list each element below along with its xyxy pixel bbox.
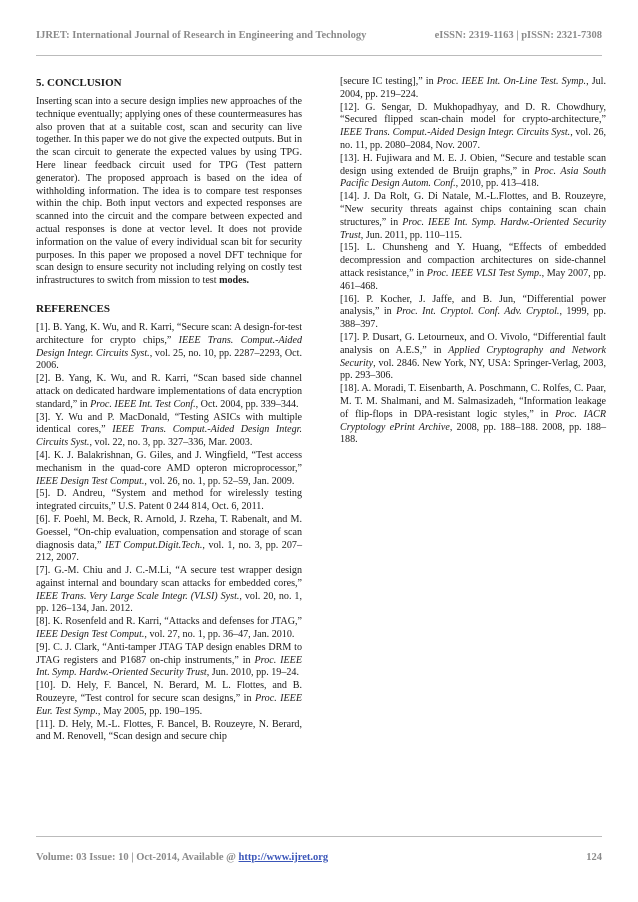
reference-list-continued xyxy=(340,76,606,447)
conclusion-heading: 5. CONCLUSION xyxy=(36,77,122,89)
reference-details: , vol. 1, no. 3, pp. 207–212, 2007. xyxy=(36,539,302,564)
reference-item xyxy=(36,719,302,745)
reference-item xyxy=(340,76,606,102)
reference-text: [12]. G. Sengar, D. Mukhopadhyay, and D. R. Chowdhury, “Secured flipped scan-chain model for crypto-architecture,” xyxy=(340,101,606,126)
reference-details: , Oct. 2004, pp. 339–344. xyxy=(195,398,299,410)
reference-venue: IEEE Trans. Comput.-Aided Design Integr. Circuits Syst. xyxy=(36,334,302,359)
reference-item xyxy=(36,322,302,373)
reference-text: [15]. L. Chunsheng and Y. Huang, “Effects of embedded decompression and compaction architectures on side-channel attack resistance,” in xyxy=(340,242,606,279)
reference-details: , 1999, pp. 388–397. xyxy=(340,306,607,331)
header-rule xyxy=(36,55,602,56)
reference-details: , May 2007, pp. 461–468. xyxy=(340,267,606,292)
issue-info xyxy=(36,852,328,863)
reference-text: [2]. B. Yang, K. Wu, and R. Karri, “Scan based side channel attack on dedicated hardware implementations of data encryption standard,” in xyxy=(36,373,302,410)
left-column xyxy=(36,76,302,744)
reference-text: [18]. A. Moradi, T. Eisenbarth, A. Poschmann, C. Rolfes, C. Paar, M. T. M. Shalmani, and M. Salmasizadeh, “Information leakage of flip-flops in DPA-resistant logic styles,” in xyxy=(340,383,606,420)
reference-text: [secure IC testing],” in xyxy=(340,76,437,87)
reference-details: , 2008, pp. 188–188. 2008, pp. 188–188. xyxy=(340,421,607,446)
reference-item xyxy=(36,514,302,565)
reference-text: [13]. H. Fujiwara and M. E. J. Obien, “Secure and testable scan design using extended de Bruijn graphs,” in xyxy=(340,152,606,177)
journal-link[interactable]: http://www.ijret.org xyxy=(238,852,329,863)
reference-item xyxy=(340,102,606,153)
reference-item xyxy=(340,332,606,383)
reference-text: [4]. K. J. Balakrishnan, G. Giles, and J. Wingfield, “Test access mechanism in the quad-core AMD opteron microprocessor,” xyxy=(36,449,302,474)
reference-details: , vol. 22, no. 3, pp. 327–336, Mar. 2003. xyxy=(89,437,253,449)
reference-text: [8]. K. Rosenfeld and R. Karri, “Attacks and defenses for JTAG,” xyxy=(36,616,302,628)
reference-text: [7]. G.-M. Chiu and J. C.-M.Li, “A secure test wrapper design against internal and boundary scan attacks for embedded cores,” xyxy=(36,565,302,589)
conclusion-text: Inserting scan into a secure design implies new approaches of the technique eventually; applying ones of these countermeasures has also proven that at a suitable cost, scan and security can live together. In this paper we do not give the expected outputs. But in the scan circuit to generate the expected values by using TPG. Here linear feedback circuit used for TPG (Test pattern generator). The proposed approach is based on the idea of withholding information. The idea is to compare test responses within the chip. Both input vectors and expected responses are scanned into the circuit and the compare between expected and actual responses is done at vector level. It does not provide information on the value of every individual scan bit for security purposes. In this paper we proposed a novel DFT technique for scan design to ensure security not including relying on costly test infrastructures to switch from mission to test xyxy=(36,96,302,287)
conclusion-text-bold: modes. xyxy=(219,275,250,287)
right-column xyxy=(340,76,606,447)
reference-venue: IEEE Trans. Comput.-Aided Design Integr. Circuits Syst. xyxy=(340,127,571,139)
reference-venue: Proc. IEEE Int. On-Line Test. Symp. xyxy=(436,76,587,87)
reference-details: , vol. 2846. New York, NY, USA: Springer-Verlag, 2003, pp. 293–306. xyxy=(340,357,606,382)
reference-text: [5]. D. Andreu, “System and method for wirelessly testing integrated circuits,” U.S. Patent 0 244 814, Oct. 6, 2011. xyxy=(36,488,302,513)
reference-venue: IEEE Design Test Comput. xyxy=(36,475,145,487)
reference-text: [16]. P. Kocher, J. Jaffe, and B. Jun, “Differential power analysis,” in xyxy=(340,293,606,318)
reference-venue: IEEE Trans. Comput.-Aided Design Integr. Circuits Syst. xyxy=(36,424,302,449)
issn-info: eISSN: 2319-1163 | pISSN: 2321-7308 xyxy=(434,30,602,41)
page-number: 124 xyxy=(586,852,602,863)
reference-item xyxy=(36,565,302,616)
reference-item xyxy=(340,153,606,191)
reference-item xyxy=(340,294,606,332)
reference-details: , vol. 27, no. 1, pp. 36–47, Jan. 2010. xyxy=(144,629,295,641)
reference-details: , 2010, pp. 413–418. xyxy=(455,178,539,190)
reference-details: , Jun. 2011, pp. 110–115. xyxy=(360,229,462,241)
reference-item xyxy=(36,450,302,488)
reference-venue: Proc. IACR Cryptology ePrint Archive xyxy=(340,408,606,433)
reference-item xyxy=(36,680,302,718)
reference-list xyxy=(36,322,302,744)
reference-text: [3]. Y. Wu and P. MacDonald, “Testing ASICs with multiple identical cores,” xyxy=(36,411,302,436)
reference-item xyxy=(36,488,302,514)
reference-item xyxy=(36,373,302,411)
reference-venue: Proc. IEEE Int. Symp. Hardw.-Oriented Security Trust xyxy=(340,216,606,241)
reference-text: [1]. B. Yang, K. Wu, and R. Karri, “Secure scan: A design-for-test architecture for crypto chips,” xyxy=(36,321,302,346)
journal-name: IJRET: International Journal of Research in Engineering and Technology xyxy=(36,30,367,41)
reference-venue: Proc. Int. Cryptol. Conf. Adv. Cryptol. xyxy=(396,306,560,318)
reference-item xyxy=(36,616,302,642)
reference-item xyxy=(340,383,606,447)
reference-item xyxy=(36,412,302,450)
reference-item xyxy=(340,191,606,242)
reference-venue: IEEE Trans. Very Large Scale Integr. (VLSI) Syst. xyxy=(36,590,240,602)
reference-text: [6]. F. Poehl, M. Beck, R. Arnold, J. Rzeha, T. Rabenalt, and M. Goessel, “On-chip evaluation, compensation and storage of scan diagnosis data,” xyxy=(36,513,302,551)
reference-item xyxy=(340,242,606,293)
reference-text: [14]. J. Da Rolt, G. Di Natale, M.-L.Flottes, and B. Rouzeyre, “New security threats against chips containing scan chain structures,” in xyxy=(340,191,606,228)
references-heading: REFERENCES xyxy=(36,302,110,315)
reference-details: , vol. 26, no. 11, pp. 2080–2084, Nov. 2007. xyxy=(340,127,607,151)
reference-item xyxy=(36,642,302,680)
footer-rule xyxy=(36,836,602,837)
reference-venue: Proc. IEEE Int. Test Conf. xyxy=(90,398,196,410)
reference-details: , vol. 20, no. 1, pp. 126–134, Jan. 2012. xyxy=(36,590,302,615)
reference-details: , vol. 26, no. 1, pp. 52–59, Jan. 2009. xyxy=(144,475,295,487)
reference-venue: Proc. IEEE VLSI Test Symp. xyxy=(426,267,542,279)
conclusion-paragraph xyxy=(36,96,302,288)
reference-venue: IET Comput.Digit.Tech. xyxy=(104,539,203,551)
volume-text: Volume: 03 Issue: 10 | Oct-2014, Available @ xyxy=(36,852,239,863)
reference-text: [17]. P. Dusart, G. Letourneux, and O. Vivolo, “Differential fault analysis on A.E.S,” in xyxy=(340,331,606,356)
reference-text: [11]. D. Hely, M.-L. Flottes, F. Bancel, B. Rouzeyre, N. Berard, and M. Renovell, “Scan design and secure chip xyxy=(36,718,302,743)
reference-venue: Proc. IEEE Int. Symp. Hardw.-Oriented Security Trust xyxy=(36,654,303,679)
reference-details: , vol. 25, no. 10, pp. 2287–2293, Oct. 2006. xyxy=(36,347,302,372)
reference-venue: Applied Cryptography and Network Security xyxy=(340,344,606,369)
reference-details: , May 2005, pp. 190–195. xyxy=(97,705,203,717)
reference-text: [10]. D. Hely, F. Bancel, N. Berard, M. L. Flottes, and B. Rouzeyre, “Test control for secure scan designs,” in xyxy=(36,680,302,705)
reference-venue: IEEE Design Test Comput. xyxy=(36,629,145,641)
reference-text: [9]. C. J. Clark, “Anti-tamper JTAG TAP design enables DRM to JTAG registers and P1687 on-chip instruments,” in xyxy=(36,641,302,666)
reference-venue: Proc. Asia South Pacific Design Autom. Conf. xyxy=(340,165,606,190)
reference-details: , Jul. 2004, pp. 219–224. xyxy=(340,76,607,100)
reference-details: , Jun. 2010, pp. 19–24. xyxy=(206,667,299,679)
reference-venue: Proc. IEEE Eur. Test Symp. xyxy=(36,693,303,717)
